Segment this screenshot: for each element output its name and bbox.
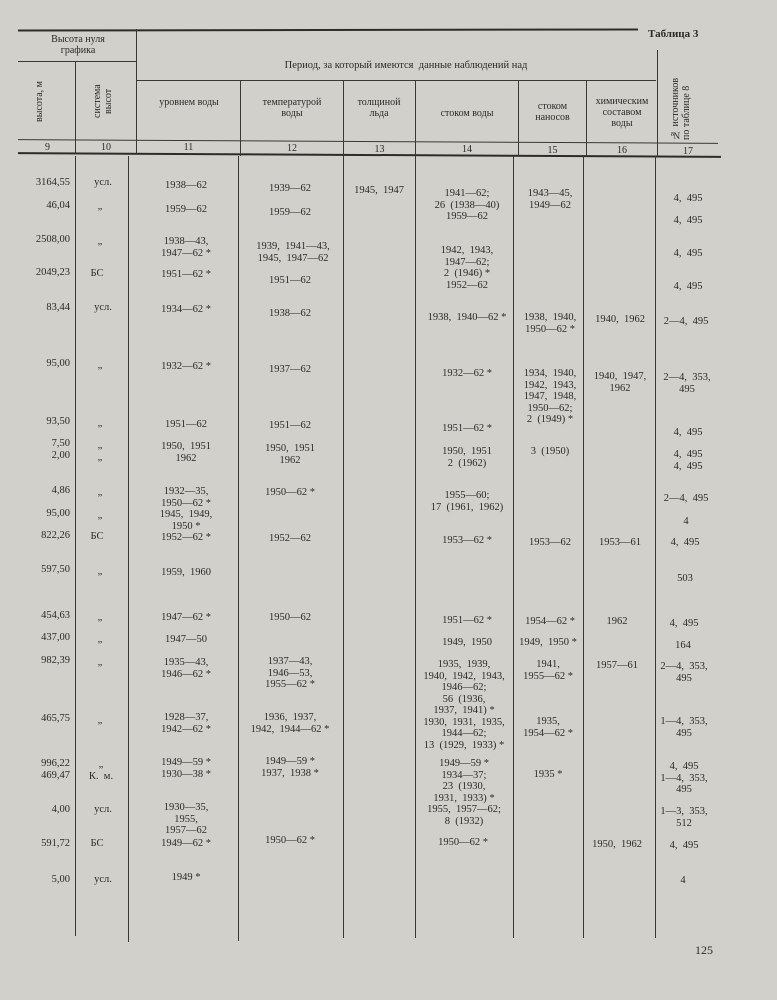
table-cell: 1938, 1940, 1950—62 * (523, 312, 577, 335)
table-cell: 1935 * (533, 769, 563, 780)
col-number: 11 (183, 142, 194, 153)
table-cell: 1935, 1954—62 * (523, 716, 573, 739)
col-number: 16 (617, 145, 627, 156)
table-cell: 4, 495 (673, 427, 703, 438)
table-cell: 982,39 (41, 655, 70, 666)
table-cell: 1938—62 (269, 308, 311, 319)
table-cell: 1949, 1950 (442, 637, 492, 648)
table-cell: 2049,23 (35, 267, 70, 278)
table-cell: 164 (675, 640, 691, 651)
table-cell: 1939—62 (269, 183, 311, 194)
table-cell: 1950, 1951 1962 (265, 443, 315, 466)
table-cell: 1950—62 (269, 612, 311, 623)
col-sep-body (343, 156, 344, 938)
col-sep-header (136, 29, 137, 154)
table-cell: 2—4, 495 (663, 493, 709, 504)
table-cell: 2—4, 495 (663, 316, 709, 327)
table-cell: 4, 495 (673, 193, 703, 204)
table-cell: 1951—62 (165, 419, 207, 430)
table-cell: 1932—62 * (442, 368, 492, 379)
table-cell: 996,22 469,47 (41, 758, 70, 781)
table-cell: 1940, 1947, 1962 (593, 371, 647, 394)
table-cell: усл. (94, 177, 112, 188)
table-cell: 1951—62 (269, 420, 311, 431)
table-cell: 1952—62 (269, 533, 311, 544)
table-cell: „ (97, 236, 103, 247)
table-cell: „ (97, 657, 103, 668)
table-cell: 1936, 1937, 1942, 1944—62 * (250, 712, 330, 735)
table-cell: усл. (94, 804, 112, 815)
table-cell: 1949—59 * 1937, 1938 * (261, 756, 319, 779)
header-water-flow: стоком воды (440, 108, 494, 119)
table-cell: 503 (677, 573, 693, 584)
table-cell: 4,86 (51, 485, 70, 496)
table-cell: 591,72 (41, 838, 70, 849)
table-cell: 1938—62 (165, 180, 207, 191)
table-cell: 4, 495 (670, 537, 700, 548)
table-cell: 95,00 (46, 508, 70, 519)
header-sources: № источников по таблице 8 (670, 77, 692, 140)
table-cell: БС (90, 268, 104, 279)
table-cell: 3 (1950) (530, 446, 570, 457)
table-cell: 1951—62 * (442, 423, 492, 434)
table-cell: 1943—45, 1949—62 (527, 188, 573, 211)
table-cell: „ (97, 201, 103, 212)
table-cell: 1932—62 * (161, 361, 211, 372)
table-cell: 1949—62 * (161, 838, 211, 849)
table-cell: 1959, 1960 (161, 567, 211, 578)
header-water-temp: температурой воды (262, 97, 322, 119)
table-cell: 1950, 1951 2 (1962) (442, 446, 492, 469)
table-cell: „ (97, 418, 103, 429)
table-cell: 1942, 1943, 1947—62; 2 (1946) * 1952—62 (440, 245, 494, 291)
table-cell: 1949, 1950 * (519, 637, 577, 648)
table-cell: „ (97, 487, 103, 498)
table-cell: 1937—43, 1946—53, 1955—62 * (265, 656, 315, 690)
table-cell: „ (97, 634, 103, 645)
table-cell: 1938, 1940—62 * (427, 312, 507, 323)
table-cell: 1—4, 353, 495 (660, 716, 708, 739)
table-cell: 4, 495 (673, 281, 703, 292)
table-cell: 1962 (606, 616, 628, 627)
table-cell: 437,00 (41, 632, 70, 643)
table-cell: 4, 495 (673, 248, 703, 259)
table-cell: 2508,00 (35, 234, 70, 245)
table-cell: 4 (683, 516, 689, 527)
table-cell: 93,50 (46, 416, 70, 427)
table-cell: 4, 495 4, 495 (673, 449, 703, 472)
table-cell: 1953—61 (599, 537, 641, 548)
table-cell: 1938—43, 1947—62 * (161, 236, 211, 259)
col-number: 10 (101, 142, 111, 153)
table-cell: 1934—62 * (161, 304, 211, 315)
col-number: 14 (462, 144, 472, 155)
page-number: 125 (695, 943, 713, 957)
table-cell: 1940, 1962 (595, 314, 645, 325)
table-cell: „ „ (97, 440, 103, 463)
table-cell: 1937—62 (269, 364, 311, 375)
col-number: 9 (45, 142, 50, 153)
table-cell: „ К. м. (88, 759, 114, 782)
table-cell: 822,26 (41, 530, 70, 541)
table-cell: „ (97, 510, 103, 521)
header-chemistry: химическим составом воды (595, 96, 649, 129)
table-cell: 1947—62 * (161, 612, 211, 623)
table-cell: 1932—35, 1950—62 * 1945, 1949, 1950 * (159, 486, 213, 532)
table-cell: „ (97, 715, 103, 726)
header-height: высота, м (34, 80, 45, 122)
table-cell: 1950, 1962 (592, 839, 642, 850)
table-cell: 1945, 1947 (354, 185, 404, 196)
col-sep-header (657, 50, 658, 156)
table-cell: 1951—62 (269, 275, 311, 286)
table-cell: 1950—62 * (438, 837, 488, 848)
table-cell: 1947—50 (165, 634, 207, 645)
table-cell: 1939, 1941—43, 1945, 1947—62 (256, 241, 330, 264)
table-cell: 1928—37, 1942—62 * (161, 712, 211, 735)
table-cell: усл. (94, 874, 112, 885)
col-number: 13 (374, 144, 385, 155)
table-cell: 1935—43, 1946—62 * (161, 657, 211, 680)
table-cell: БС (90, 531, 104, 542)
table-cell: „ (97, 360, 103, 371)
table-cell: 1951—62 * (161, 269, 211, 280)
table-cell: 1941—62; 26 (1938—40) 1959—62 (434, 188, 500, 222)
table-cell: 1935, 1939, 1940, 1942, 1943, 1946—62; 56 (1936, 1937, 1941) * 1930, 1931, 1935, 1944—62; 13 (1929, 1933) * (423, 659, 505, 751)
table-cell: 1952—62 * (161, 532, 211, 543)
col-number: 12 (287, 143, 297, 154)
table-cell: 1954—62 * (525, 616, 575, 627)
table-cell: 1—3, 353, 512 (660, 806, 708, 829)
table-cell: 2—4, 353, 495 (660, 661, 708, 684)
table-cell: БС (90, 838, 104, 849)
table-cell: 1957—61 (596, 660, 638, 671)
table-cell: 454,63 (41, 610, 70, 621)
table-cell: 1941, 1955—62 * (523, 659, 573, 682)
table-cell: 3164,55 (35, 177, 70, 188)
table-cell: 95,00 (46, 358, 70, 369)
table-cell: усл. (94, 302, 112, 313)
table-cell: 5,00 (51, 874, 70, 885)
table-cell: 1934, 1940, 1942, 1943, 1947, 1948, 1950—62; 2 (1949) * (523, 368, 577, 425)
table-cell: 1953—62 (529, 537, 571, 548)
table-cell: 2—4, 353, 495 (663, 372, 711, 395)
table-cell: 1949 * (171, 872, 201, 883)
table-cell: 1951—62 * (442, 615, 492, 626)
table-label: Таблица 3 (648, 28, 699, 40)
col-sep-header (75, 61, 76, 154)
table-cell: 4 (680, 875, 686, 886)
table-cell: 1955—60; 17 (1961, 1962) (430, 490, 504, 513)
header-subgroup-rule (136, 80, 656, 81)
table-cell: 4, 495 (669, 840, 699, 851)
table-cell: 1949—59 * 1930—38 * (161, 757, 211, 780)
header-period-group: Период, за который имеются данные наблюдений над (284, 60, 528, 71)
header-group-rule (18, 61, 136, 62)
table-cell: 1930—35, 1955, 1957—62 (163, 802, 209, 836)
table-cell: 4, 495 1—4, 353, 495 (660, 761, 708, 795)
table-cell: 4, 495 (669, 618, 699, 629)
header-zero-height-group: Высота нуля графика (51, 34, 105, 56)
header-water-level: уровнем воды (159, 97, 219, 108)
table-cell: 1953—62 * (442, 535, 492, 546)
header-height-system: система высот (92, 84, 114, 118)
table-cell: 4,00 (51, 804, 70, 815)
col-number: 15 (547, 145, 558, 156)
table-cell: „ (97, 566, 103, 577)
table-cell: 1959—62 (269, 207, 311, 218)
table-cell: 1950, 1951 1962 (161, 441, 211, 464)
table-cell: 46,04 (46, 200, 70, 211)
table-cell: 1950—62 * (265, 835, 315, 846)
table-cell: 1950—62 * (265, 487, 315, 498)
table-cell: 465,75 (41, 713, 70, 724)
table-cell: 1959—62 (165, 204, 207, 215)
table-cell: 597,50 (41, 564, 70, 575)
table-cell: 4, 495 (673, 215, 703, 226)
table-cell: 7,50 2,00 (51, 438, 70, 461)
table-cell: 1949—59 * 1934—37; 23 (1930, 1931, 1933) * 1955, 1957—62; 8 (1932) (427, 758, 501, 827)
col-number: 17 (683, 146, 693, 157)
header-sediment-flow: стоком наносов (535, 101, 570, 123)
header-top-rule (18, 28, 638, 31)
table-cell: 83,44 (46, 302, 70, 313)
table-cell: „ (97, 612, 103, 623)
header-ice-thickness: толщиной льда (357, 97, 401, 119)
